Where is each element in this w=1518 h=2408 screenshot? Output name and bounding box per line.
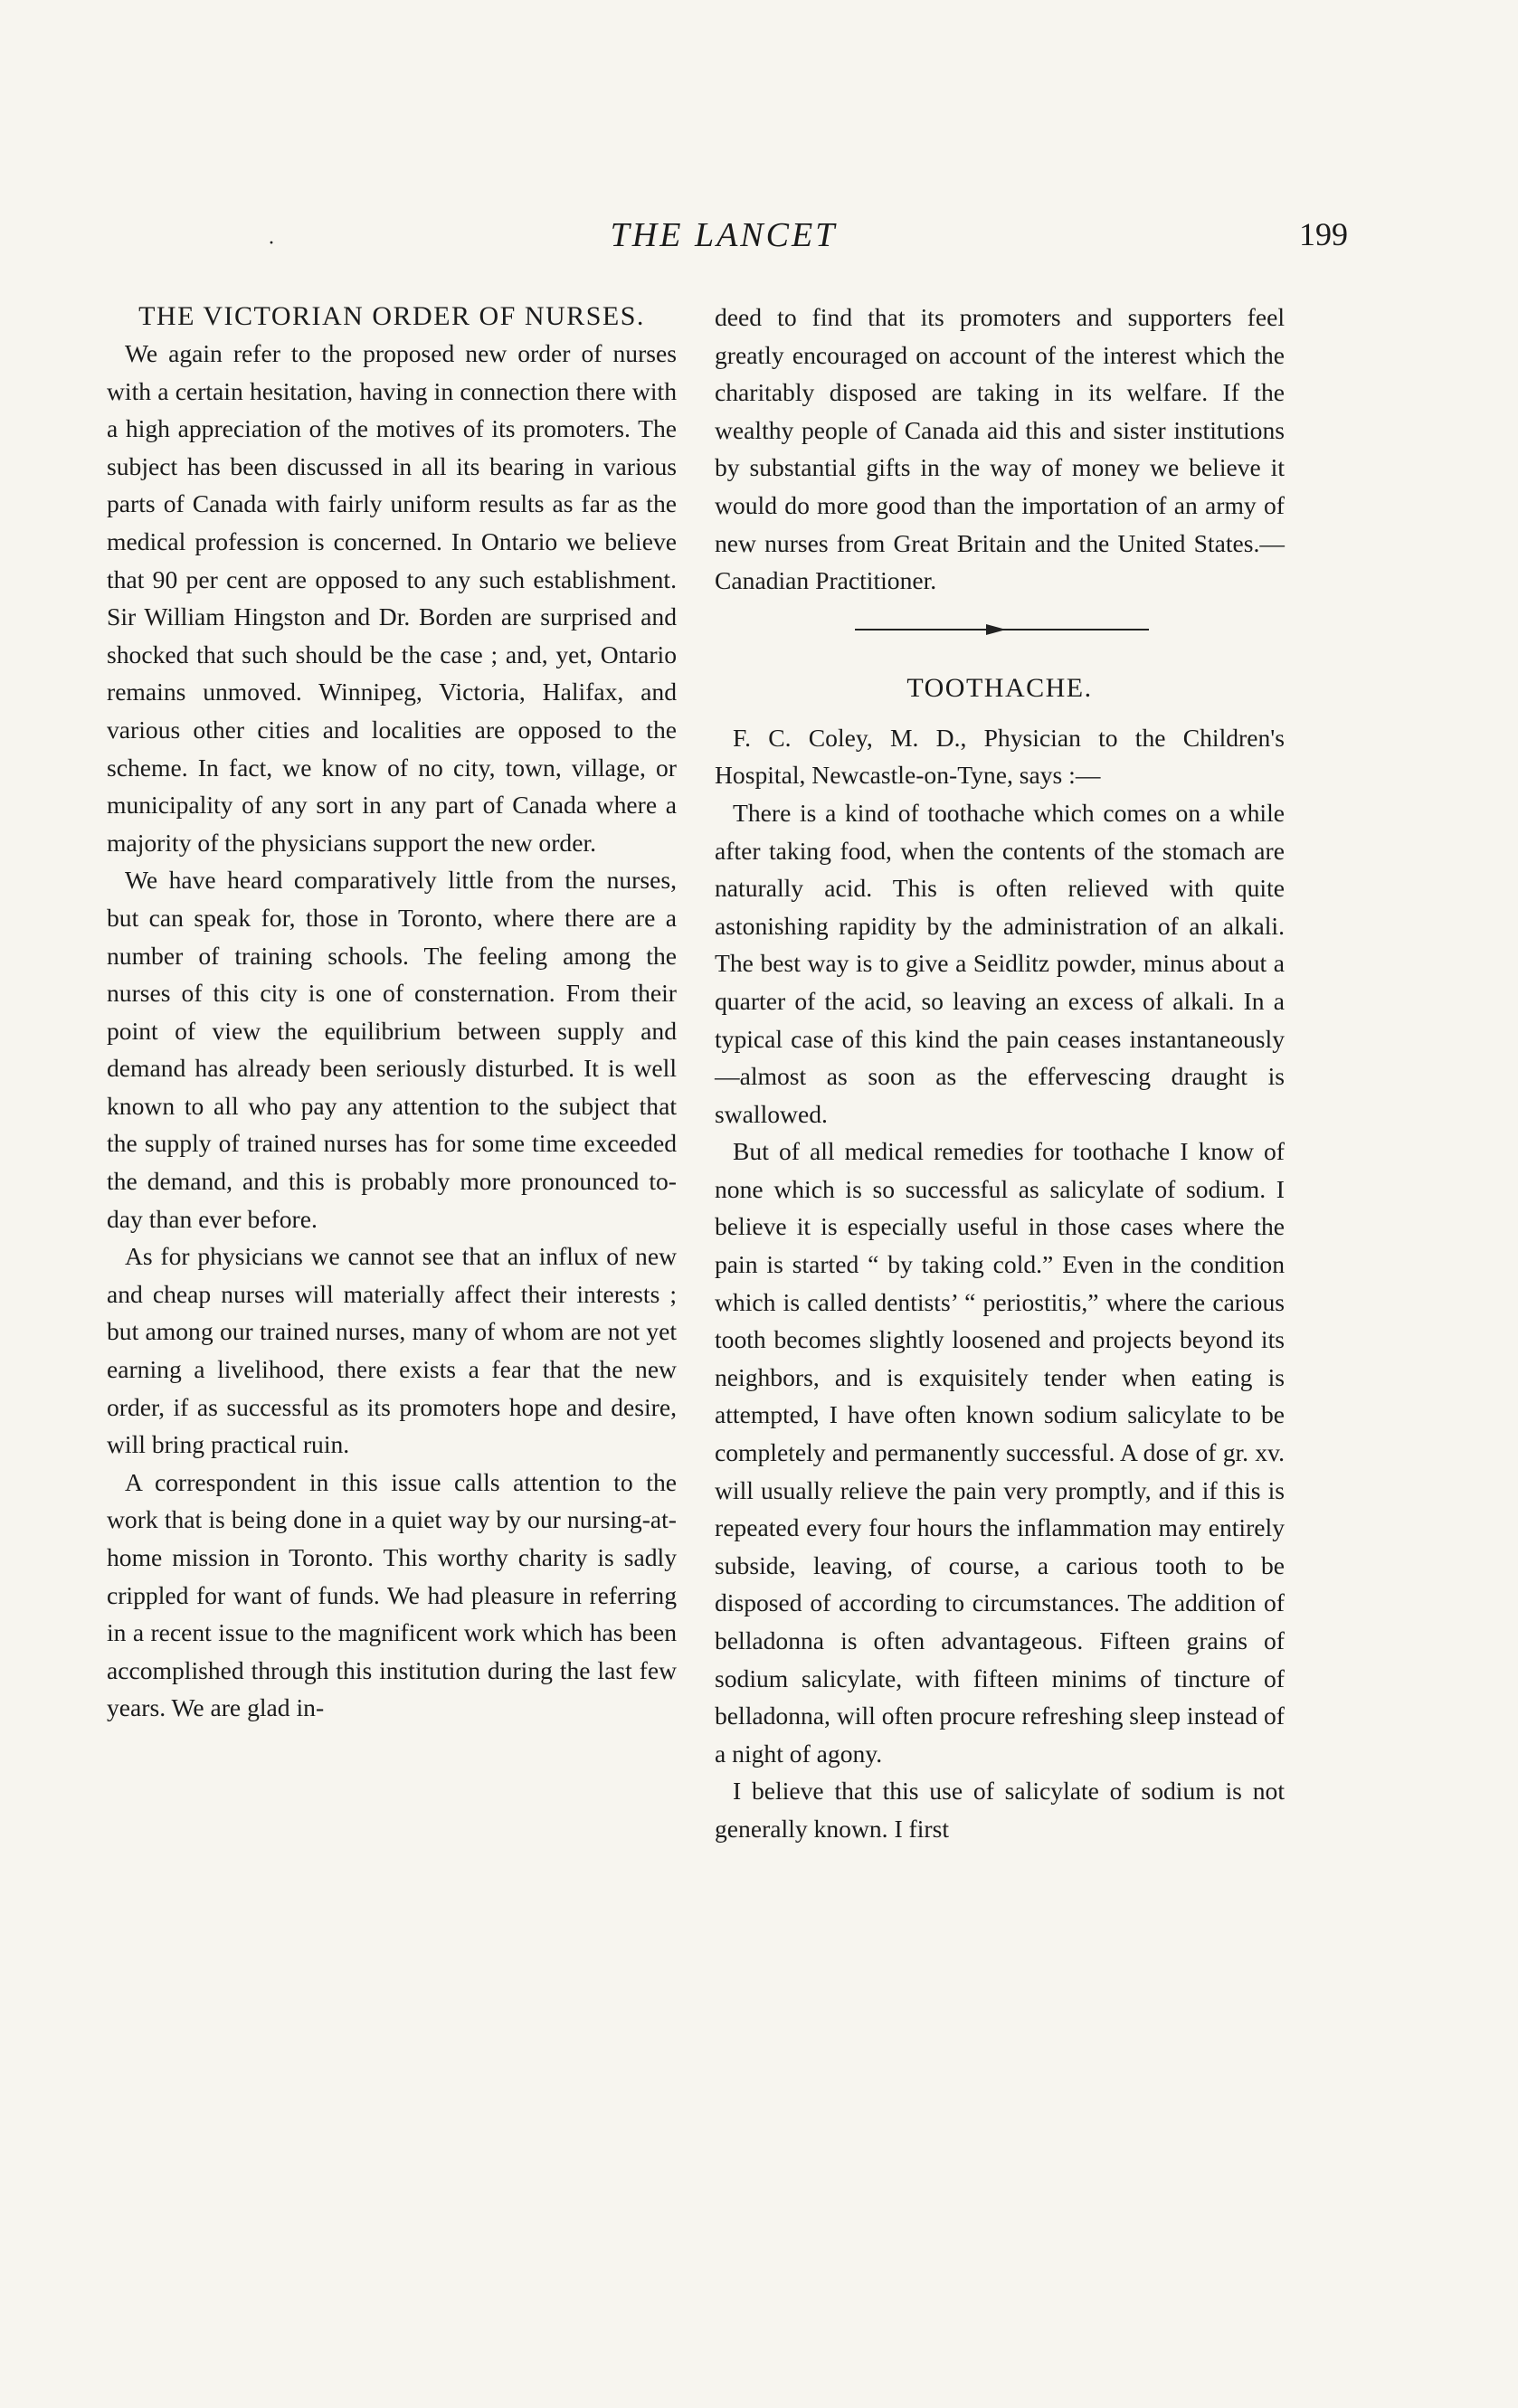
paragraph-continuation: deed to find that its promoters and supporters feel greatly encouraged on account of the interest which the charitably disposed are taking in its welfare. If the wealthy people of Canada aid this and sister institutions by substantial gifts in the way of money we believe it would do more good than the importation of an army of new nurses from Great Britain and the United States.—Canadian Practitioner.: [715, 303, 1285, 595]
paragraph: As for physicians we cannot see that an influx of new and cheap nurses will materially affect their interests ; but among our trained nurses, many of whom are not yet earning a livelihood, there exists a fear that the new order, if as successful as its promoters hope and desire, will bring practical ruin.: [107, 1242, 677, 1459]
paragraph: I believe that this use of salicylate of sodium is not generally known. I first: [715, 1777, 1285, 1843]
left-column: [107, 299, 677, 1727]
paragraph: But of all medical remedies for toothache I know of none which is so successful as salicylate of sodium. I believe it is especially useful in those cases where the pain is started “ by taking cold.” Even in the condition which is called dentists’ “ periostitis,” where the carious tooth becomes slightly loosened and projects beyond its neighbors, and is exquisitely tender when eating is attempted, I have often known sodium salicylate to be completely and permanently successful. A dose of gr. xv. will usually relieve the pain very promptly, and if this is repeated every four hours the inflammation may entirely subside, leaving, of course, a carious tooth to be disposed of according to circumstances. The addition of belladonna is often advantageous. Fifteen grains of sodium salicylate, with fifteen minims of tincture of belladonna, will often procure refreshing sleep instead of a night of agony.: [715, 1137, 1285, 1768]
divider-arrow-ornament: [986, 624, 1006, 635]
byline: F. C. Coley, M. D., Physician to the Children's Hospital, Newcastle-on-Tyne, says :—: [715, 723, 1285, 790]
page-number: 199: [1299, 216, 1348, 252]
right-column: [715, 299, 1285, 1848]
running-head: [100, 215, 1348, 270]
article-title-toothache: TOOTHACHE.: [906, 672, 1093, 703]
article-title-victorian-order: THE VICTORIAN ORDER OF NURSES.: [138, 301, 645, 331]
journal-title: THE LANCET: [610, 216, 838, 254]
section-divider: [715, 600, 1285, 654]
paragraph: We again refer to the proposed new order of nurses with a certain hesitation, having in connection there with a high appreciation of the motives of its promoters. The subject has been discussed in all its bearing in various parts of Canada with fairly uniform results as far as the medical profession is concerned. In Ontario we believe that 90 per cent are opposed to any such establishment. Sir William Hingston and Dr. Borden are surprised and shocked that such should be the case ; and, yet, Ontario remains unmoved. Winnipeg, Victoria, Halifax, and various other cities and localities are opposed to the scheme. In fact, we know of no city, town, village, or municipality of any sort in any part of Canada where a majority of the physicians support the new order.: [107, 339, 677, 857]
paragraph-continued: A correspondent in this issue calls attention to the work that is being done in a quiet way by our nursing-at-home mission in Toronto. This worthy charity is sadly crippled for want of funds. We had pleasure in referring in a recent issue to the magnificent work which has been accomplished through this institution during the last few years. We are glad in-: [107, 1467, 677, 1722]
paragraph: We have heard comparatively little from the nurses, but can speak for, those in Toronto, where there are a number of training schools. The feeling among the nurses of this city is one of consternation. From their point of view the equilibrium between supply and demand has already been seriously disturbed. It is well known to all who pay any attention to the subject that the supply of trained nurses has for some time exceeded the demand, and this is probably more pronounced to-day than ever before.: [107, 866, 677, 1233]
paragraph: There is a kind of toothache which comes on a while after taking food, when the contents of the stomach are naturally acid. This is often relieved with quite astonishing rapidity by the administration of an alkali. The best way is to give a Seidlitz powder, minus about a quarter of the acid, so leaving an excess of alkali. In a typical case of this kind the pain ceases instantaneously—almost as soon as the effervescing draught is swallowed.: [715, 798, 1285, 1128]
stray-dot: ·: [268, 232, 275, 255]
